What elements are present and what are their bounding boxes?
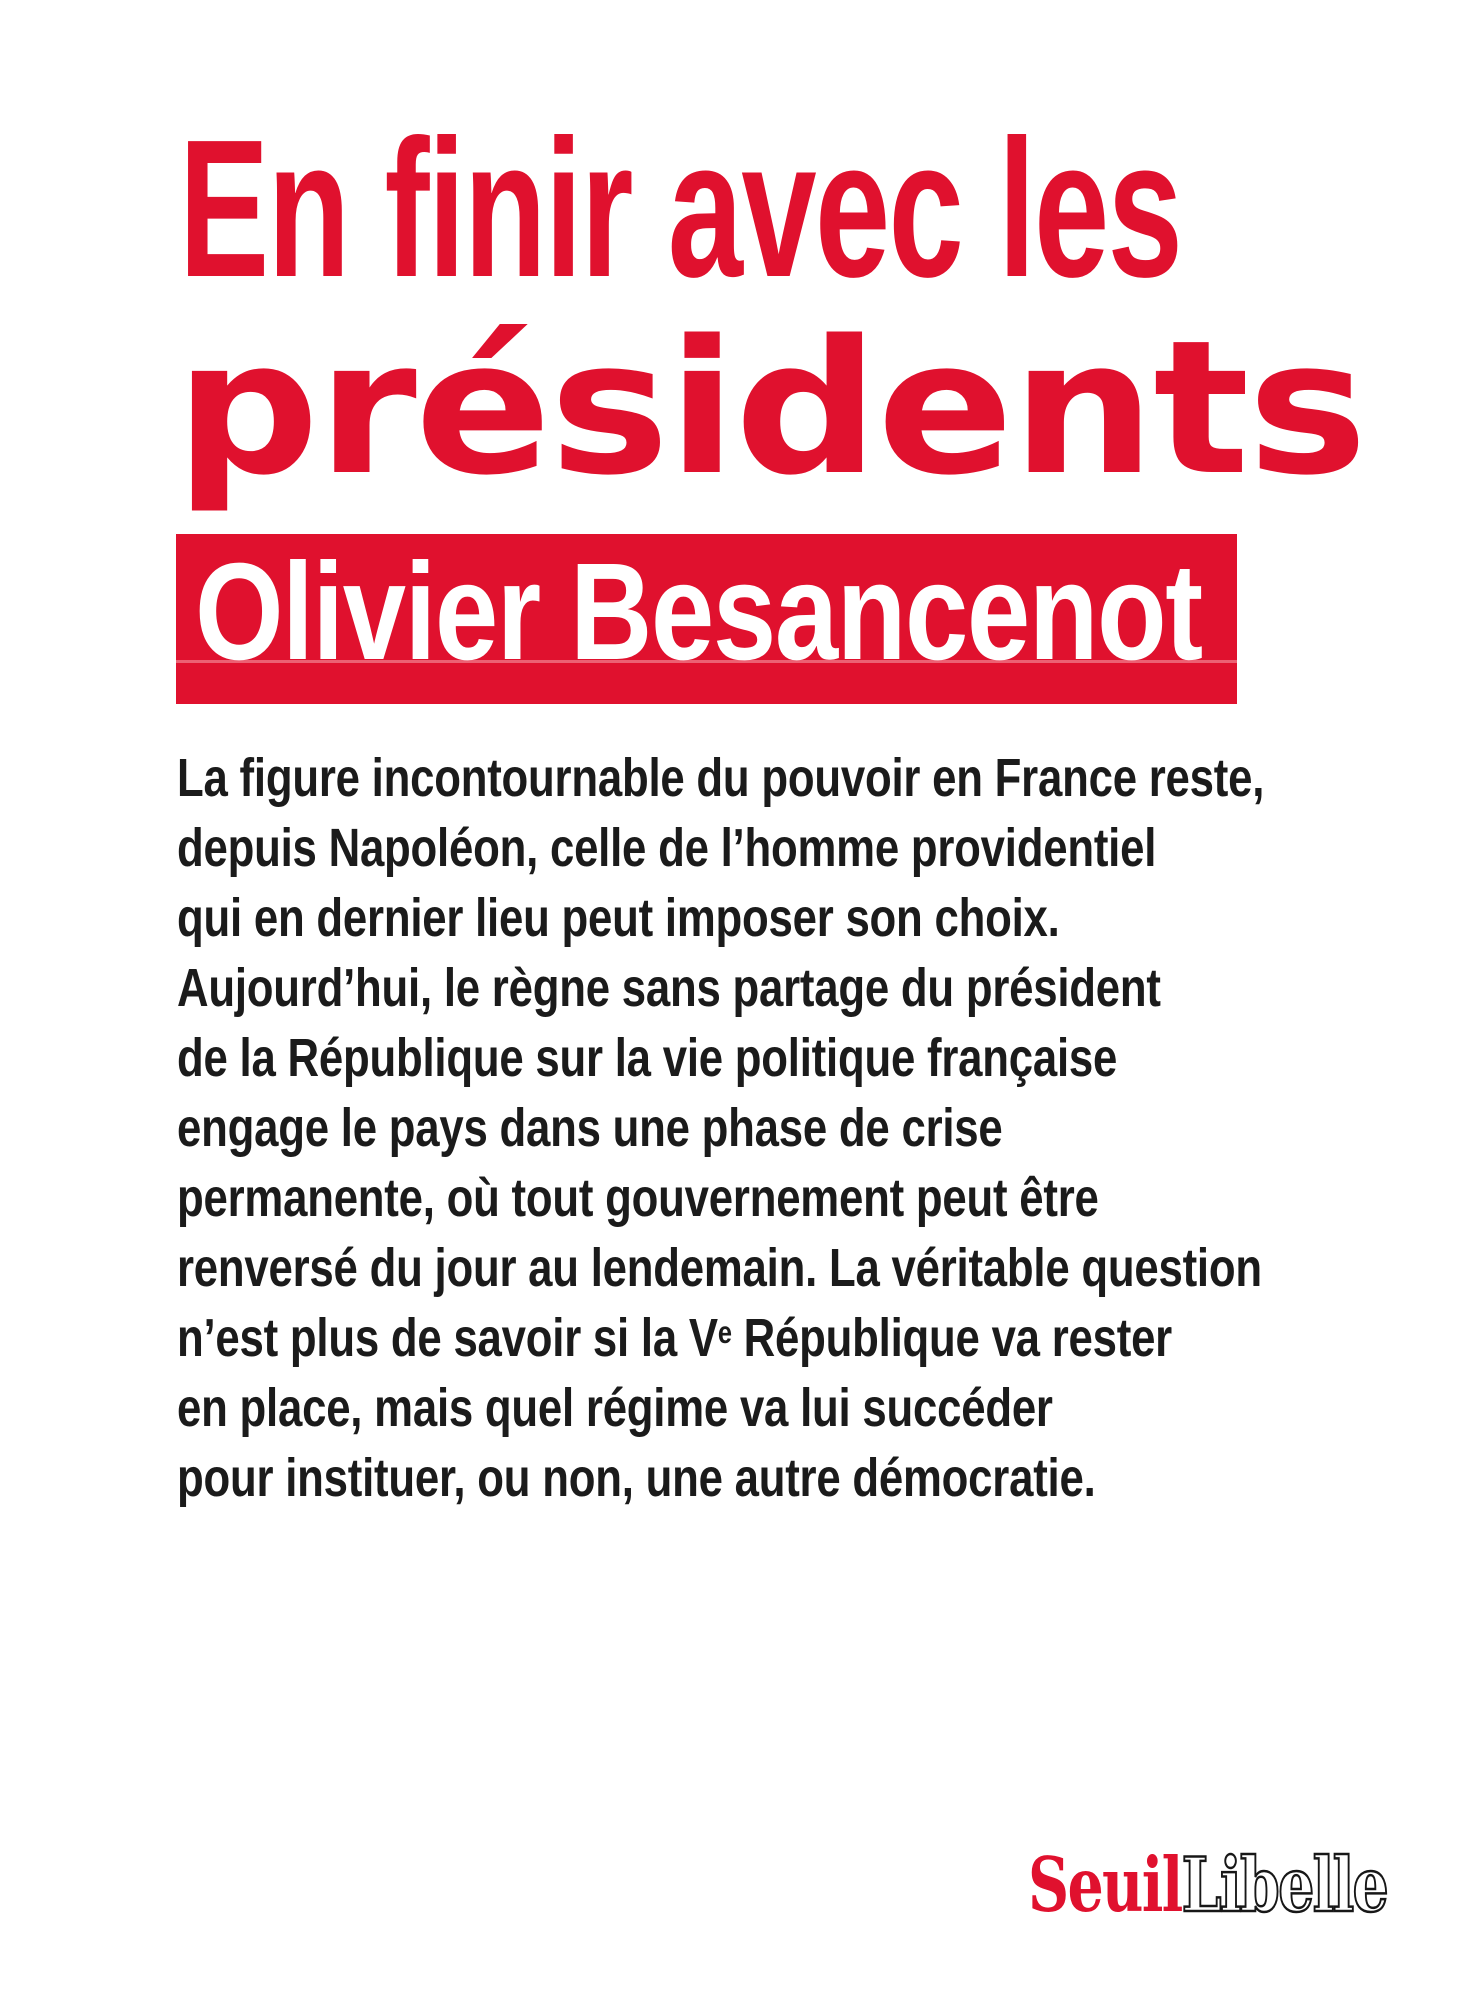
- synopsis-line: [177, 743, 1470, 813]
- synopsis: [177, 743, 1470, 1513]
- libelle-collection-logo: Libelle: [1181, 1841, 1388, 1929]
- author-name: Olivier Besancenot: [195, 535, 1202, 689]
- synopsis-line: [177, 1023, 1470, 1093]
- synopsis-line-text: depuis Napoléon, celle de l’homme providentiel: [177, 818, 1157, 878]
- synopsis-line-text: Aujourd’hui, le règne sans partage du président: [177, 958, 1161, 1018]
- synopsis-line-text: République va rester: [731, 1308, 1172, 1368]
- synopsis-line-text: pour instituer, ou non, une autre démocratie.: [177, 1448, 1096, 1508]
- synopsis-line-text: qui en dernier lieu peut imposer son choix.: [177, 888, 1060, 948]
- synopsis-line: [177, 1303, 1470, 1373]
- synopsis-line: [177, 813, 1470, 883]
- title-line-2: présidents: [175, 300, 1366, 516]
- synopsis-line-text: en place, mais quel régime va lui succéder: [177, 1378, 1053, 1438]
- synopsis-line-text: engage le pays dans une phase de crise: [177, 1098, 1003, 1158]
- seuil-logo: Seuil: [1028, 1841, 1182, 1929]
- synopsis-line: [177, 1373, 1470, 1443]
- synopsis-line-text: de la République sur la vie politique française: [177, 1028, 1118, 1088]
- superscript-e: e: [717, 1314, 732, 1350]
- synopsis-line: [177, 953, 1470, 1023]
- synopsis-line: [177, 883, 1470, 953]
- title-line-1: En finir avec les: [179, 99, 1182, 318]
- synopsis-line-text: La figure incontournable du pouvoir en France reste,: [177, 748, 1265, 808]
- publisher-logo: [1028, 1841, 1388, 1929]
- author-band: [176, 534, 1237, 704]
- synopsis-line-text: n’est plus de savoir si la V: [177, 1308, 718, 1368]
- synopsis-line-text: renversé du jour au lendemain. La véritable question: [177, 1238, 1262, 1298]
- synopsis-line: [177, 1093, 1470, 1163]
- synopsis-line-text: permanente, où tout gouvernement peut être: [177, 1168, 1099, 1228]
- synopsis-line: [177, 1443, 1470, 1513]
- synopsis-line: [177, 1233, 1470, 1303]
- synopsis-line: [177, 1163, 1470, 1233]
